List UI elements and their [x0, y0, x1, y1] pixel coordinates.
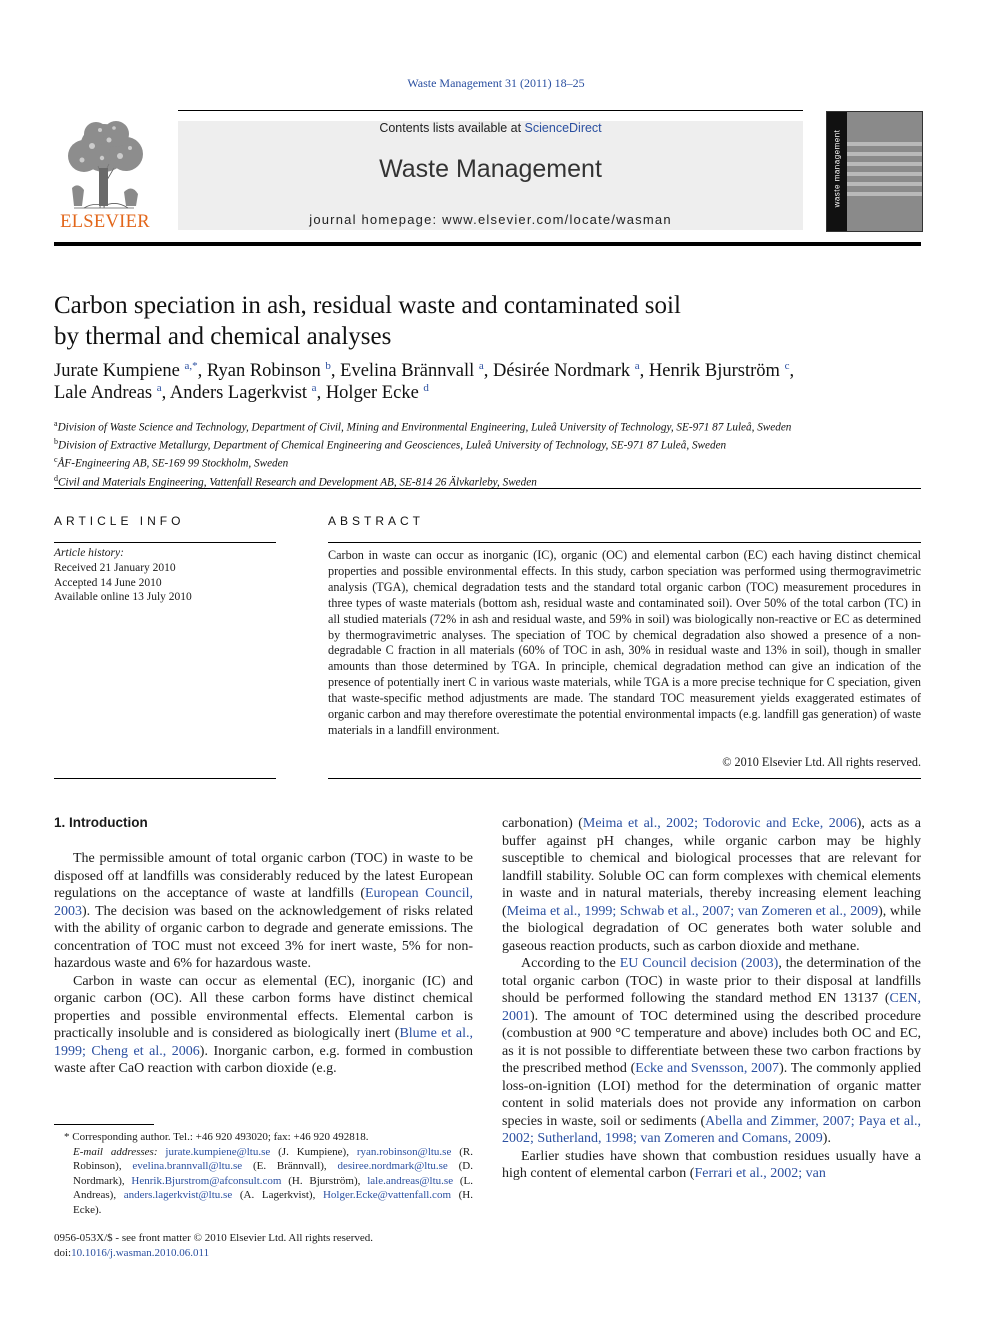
email-link[interactable]: desiree.nordmark@ltu.se: [337, 1160, 448, 1172]
affiliation-marker: d: [54, 473, 58, 483]
cover-band: [847, 152, 922, 156]
affiliation: [54, 417, 934, 435]
doi-link[interactable]: 10.1016/j.wasman.2010.06.011: [71, 1246, 210, 1259]
paragraph: [54, 973, 473, 1078]
affiliation-text: Division of Waste Science and Technology, Department of Civil, Mining and Environmental Engineering, Luleå University of Technology, SE-971 87 Luleå, Sweden: [57, 421, 792, 434]
author-affiliation-link[interactable]: a,*: [184, 359, 198, 372]
author-name: Lale Andreas: [54, 383, 153, 403]
footnote: [54, 1130, 473, 1217]
author-name: Evelina Brännvall: [340, 361, 475, 381]
author-name: Holger Ecke: [325, 383, 419, 403]
email-link[interactable]: lale.andreas@ltu.se: [367, 1174, 454, 1187]
cover-band: [847, 142, 922, 146]
abstract-text: Carbon in waste can occur as inorganic (IC), organic (OC) and elemental carbon (EC) each having distinct chemical properties and possible environmental effects. In this study, carbon speciation was performed using thermogravimetric analysis (TGA), chemical degradation tests and the standard total organic carbon (TOC) measurement procedures in three types of waste materials (bottom ash, residual waste and contaminated soil). Over 50% of the total carbon (TC) in all studied materials (72% in ash and residual waste, and 59% in soil) was biologically non-reactive or EC as determined by thermogravimetric analyses. The speciation of TOC by chemical degradation also showed a presence of a non-degradable C fraction in all materials (60% of TOC in ash, 30% in residual waste and 13% in soil), though in smaller amounts than those determined by TGA. In principle, chemical degradation method can give an indication of the presence of potentially inert C in various waste materials, while TGA is a more precise technique for C speciation, given that waste-specific method adjustments are made. The standard TOC measurement yields exaggerated estimates of organic carbon and may therefore overestimate the potential environmental impacts (e.g. landfill gas generation) of waste materials in a landfill environment.: [328, 548, 921, 737]
citation-link[interactable]: European Council, 2003: [54, 886, 473, 919]
author-affiliation-link[interactable]: d: [423, 381, 429, 394]
author-affiliation-link[interactable]: a: [311, 381, 317, 394]
title-line-1: Carbon speciation in ash, residual waste and contaminated soil: [54, 292, 681, 319]
author-affiliation-link[interactable]: a: [478, 359, 484, 372]
email-owner: (R. Robinson),: [73, 1145, 473, 1172]
cover-band: [847, 192, 922, 196]
affiliation-marker: a: [54, 419, 58, 428]
article-info-heading: ARTICLE INFO: [54, 514, 185, 528]
right-column: [502, 815, 921, 1183]
author-separator: ,: [639, 361, 649, 381]
header-thick-rule: [54, 242, 921, 246]
email-link[interactable]: jurate.kumpiene@ltu.se: [165, 1145, 271, 1158]
author-separator: ,: [330, 361, 341, 381]
citation-link[interactable]: Ferrari et al., 2002; van: [694, 1166, 826, 1181]
contents-available: [178, 121, 803, 135]
author-separator: ,: [483, 361, 493, 381]
email-link[interactable]: anders.lagerkvist@ltu.se: [123, 1189, 233, 1201]
paragraph: [502, 1148, 921, 1183]
cover-band: [847, 162, 922, 166]
journal-cover-image: [826, 111, 923, 232]
journal-homepage[interactable]: journal homepage: www.elsevier.com/locate/wasman: [309, 212, 672, 227]
paragraph-text: ). The commonly applied loss-on-ignition (LOI) method for the determination of organic matter content in solid materials does not provide any information on carbon species in waste, soil or sediments (: [502, 1061, 922, 1129]
cover-spine-text: waste management: [832, 129, 842, 208]
citation-link[interactable]: Blume et al., 1999; Cheng et al., 2006: [54, 1026, 473, 1059]
front-matter-info: [54, 1231, 473, 1260]
cover-band: [847, 172, 922, 176]
footnote-rule: [54, 1124, 154, 1125]
affiliation-text: ÅF-Engineering AB, SE-169 99 Stockholm, Sweden: [57, 458, 289, 471]
affiliation: [54, 435, 934, 453]
author-separator: ,: [316, 383, 326, 403]
author-name: Désirée Nordmark: [493, 361, 631, 381]
left-column: [54, 850, 473, 1078]
email-label: E-mail addresses:: [73, 1145, 158, 1158]
email-owner: (A. Lagerkvist),: [232, 1189, 323, 1201]
issn-line: 0956-053X/$ - see front matter © 2010 Elsevier Ltd. All rights reserved.: [54, 1232, 374, 1244]
author-separator: ,: [789, 361, 795, 381]
affiliation-text: Division of Extractive Metallurgy, Department of Chemical Engineering and Geosciences, Luleå University of Technology, SE-971 87 Luleå, Sweden: [58, 439, 727, 452]
citation-link[interactable]: Ecke and Svensson, 2007: [635, 1061, 780, 1076]
abstract-bottom-rule: [328, 778, 921, 779]
citation-link[interactable]: Meima et al., 1999; Schwab et al., 2007; van Zomeren et al., 2009: [506, 903, 879, 919]
journal-citation[interactable]: Waste Management 31 (2011) 18–25: [407, 76, 585, 90]
paragraph-text: According to the: [521, 956, 620, 971]
author-affiliation-link[interactable]: c: [784, 359, 790, 372]
affiliation-list: [54, 417, 934, 490]
email-owner: (L. Andreas),: [73, 1174, 473, 1201]
paragraph-text: ). The amount of TOC determined using the described procedure (combustion at 900 °C temperature and above) includes both OC and EC, as it is not possible to differentiate between these two carbon fractions by the prescribed method (: [502, 1008, 921, 1076]
author-separator: ,: [197, 361, 207, 381]
author-separator: ,: [161, 383, 170, 403]
email-link[interactable]: ryan.robinson@ltu.se: [356, 1145, 452, 1158]
citation-link[interactable]: EU Council decision (2003): [619, 956, 779, 971]
author-name: Anders Lagerkvist: [169, 383, 308, 403]
author-affiliation-link[interactable]: a: [634, 359, 640, 372]
paragraph-text: ), while the biological degradation of OC generates both water soluble and gaseous reaction products, such as carbon dioxide and methane.: [502, 903, 922, 954]
author-affiliation-link[interactable]: b: [325, 359, 331, 372]
paragraph-text: The permissible amount of total organic carbon (TOC) in waste to be disposed off at landfills was considerably reduced by the latest European regulations on the acceptance of waste at landfills (: [54, 851, 473, 901]
email-link[interactable]: Holger.Ecke@vattenfall.com: [322, 1189, 451, 1201]
email-addresses: [54, 1145, 473, 1218]
paragraph-text: Carbon in waste can occur as elemental (EC), inorganic (IC) and organic carbon (OC). All these carbon forms have distinct chemical properties and possible environmental effects. Elemental carbon is practically insoluble and is considered as biologically inert (: [54, 973, 473, 1041]
paragraph-text: , the determination of the total organic carbon (TOC) in waste prior to their disposal at landfills should be performed following the standard method EN 13137 (: [502, 956, 921, 1006]
history-label: Article history:: [54, 547, 124, 559]
citation-link[interactable]: Abella and Zimmer, 2007; Paya et al., 2002; Sutherland, 1998; van Zomeren and Comans, 2009: [502, 1113, 921, 1146]
email-owner: (E. Brännvall),: [242, 1160, 338, 1172]
author-name: Jurate Kumpiene: [54, 361, 180, 381]
paragraph-text: ). Inorganic carbon, e.g. formed in combustion waste after CaO reaction with carbon dioxide (e.g.: [54, 1043, 473, 1076]
affiliation-divider: [54, 488, 921, 489]
paragraph: [502, 815, 921, 955]
author-name: Ryan Robinson: [206, 361, 321, 381]
author-line-1: [54, 360, 914, 382]
article-title: [54, 290, 814, 352]
doi-line: [54, 1246, 473, 1261]
affiliation-marker: b: [54, 437, 58, 447]
accepted-date: Accepted 14 June 2010: [54, 576, 162, 589]
doi-prefix: doi:: [54, 1246, 72, 1259]
paragraph-text: carbonation) (: [502, 816, 583, 831]
author-list: [54, 360, 914, 404]
author-affiliation-link[interactable]: a: [156, 381, 162, 394]
corresponding-author: * Corresponding author. Tel.: +46 920 493020; fax: +46 920 492818.: [64, 1131, 369, 1143]
email-owner: (D. Nordmark),: [73, 1160, 473, 1187]
article-history: [54, 546, 276, 605]
paragraph: [54, 850, 473, 973]
email-owner: (J. Kumpiene),: [270, 1145, 357, 1158]
email-link[interactable]: Henrik.Bjurstrom@afconsult.com: [131, 1174, 282, 1187]
affiliation-text: Civil and Materials Engineering, Vattenfall Research and Development AB, SE-814 26 Älvkarleby, Sweden: [58, 476, 537, 489]
paragraph: [502, 955, 921, 1148]
article-info-rule: [54, 542, 276, 543]
elsevier-wordmark: ELSEVIER: [60, 212, 150, 232]
affiliation: [54, 453, 934, 471]
cover-band: [847, 182, 922, 186]
contents-prefix: Contents lists available at: [379, 121, 525, 135]
citation-link[interactable]: Meima et al., 2002; Todorovic and Ecke, 2006: [582, 816, 857, 831]
paragraph-text: ). The decision was based on the acknowledgement of risks related with the ability of organic carbon to degrade and generate emissions. The concentration of TOC must not exceed 3% for inert waste, 5% for non-hazardous waste and 6% for hazardous waste.: [54, 903, 473, 971]
header-top-rule: [178, 110, 803, 111]
abstract-heading: ABSTRACT: [328, 514, 425, 528]
email-owner: (H. Bjurström),: [281, 1174, 368, 1187]
elsevier-tree-logo: [54, 118, 156, 210]
section-heading: 1. Introduction: [54, 815, 148, 830]
author-line-2: [54, 382, 914, 404]
article-info-bottom-rule: [54, 778, 276, 779]
author-name: Henrik Bjurström: [648, 361, 780, 381]
title-line-2: by thermal and chemical analyses: [54, 323, 392, 350]
received-date: Received 21 January 2010: [54, 561, 176, 574]
sciencedirect-link[interactable]: ScienceDirect: [524, 121, 602, 135]
paragraph-text: ), acts as a buffer against pH changes, while organic carbon may be highly susceptible to chemical and biological processes that are relevant for landfill stability. Soluble OC can form complexes with chemical elements in waste and in natural materials, thereby increasing element leaching (: [502, 816, 921, 919]
abstract-rule: [328, 542, 921, 543]
affiliation-marker: c: [54, 455, 58, 465]
paragraph-text: ).: [822, 1131, 831, 1146]
online-date: Available online 13 July 2010: [54, 591, 192, 604]
journal-title: Waste Management: [379, 155, 602, 183]
abstract-copyright: © 2010 Elsevier Ltd. All rights reserved.: [722, 755, 921, 769]
citation-link[interactable]: CEN, 2001: [502, 991, 921, 1024]
email-link[interactable]: evelina.brannvall@ltu.se: [132, 1160, 243, 1172]
paragraph-text: Earlier studies have shown that combustion residues usually have a high content of elemental carbon (: [502, 1148, 921, 1181]
email-owner: (H. Ecke).: [73, 1189, 474, 1216]
